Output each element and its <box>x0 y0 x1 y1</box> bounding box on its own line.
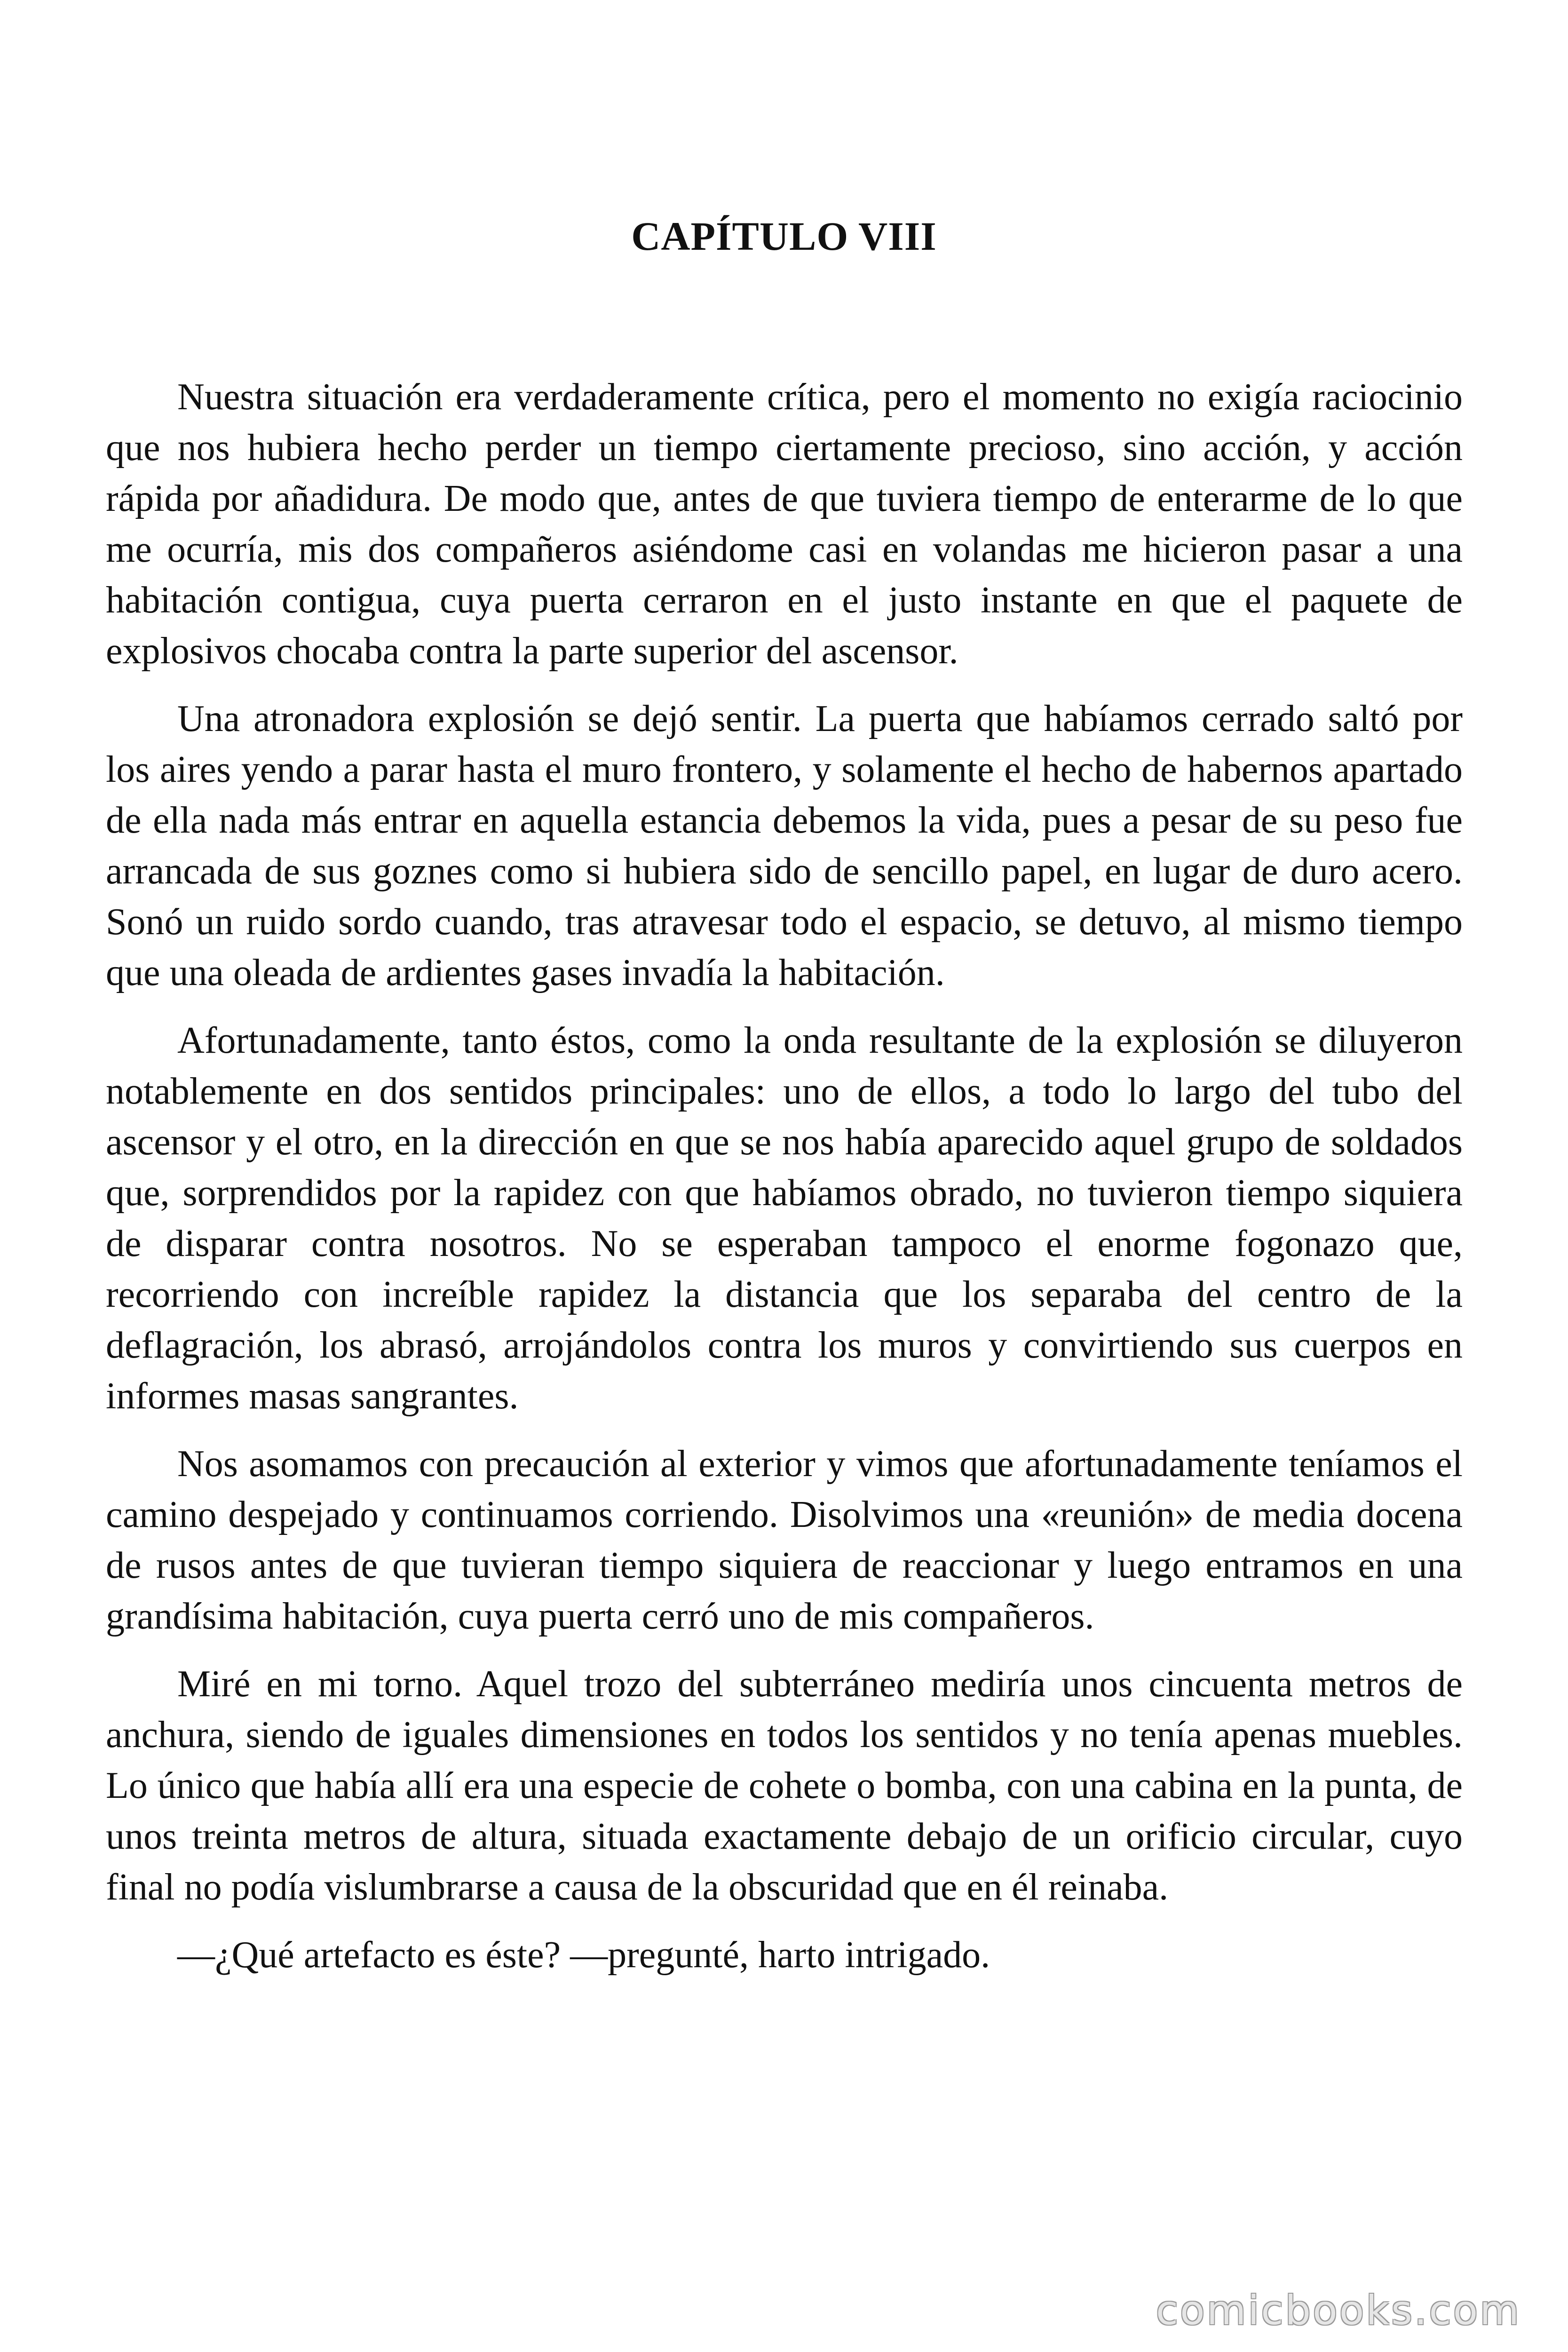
paragraph-4: Nos asomamos con precaución al exterior y vimos que afortunadamente teníamos el camino despejado y continuamos corriendo. Disolvimos una «reunión» de media docena de rusos antes de que tuvieran tiempo siquiera de reaccionar y luego entramos en una grandísima habitación, cuya puerta cerró uno de mis compañeros. <box>106 1443 1463 1637</box>
chapter-body <box>106 372 1463 1997</box>
paragraph-1: Nuestra situación era verdaderamente crítica, pero el momento no exigía raciocinio que nos hubiera hecho perder un tiempo ciertamente precioso, sino acción, y acción rápida por añadidura. De modo que, antes de que tuviera tiempo de enterarme de lo que me ocurría, mis dos compañeros asiéndome casi en volandas me hicieron pasar a una habitación contigua, cuya puerta cerraron en el justo instante en que el paquete de explosivos chocaba contra la parte superior del ascensor. <box>106 376 1463 672</box>
watermark: comicbooks.com <box>1156 2287 1521 2334</box>
paragraph-6: —¿Qué artefacto es éste? —pregunté, harto intrigado. <box>177 1934 990 1976</box>
chapter-title: CAPÍTULO VIII <box>631 214 937 259</box>
paragraph-3: Afortunadamente, tanto éstos, como la onda resultante de la explosión se diluyeron notablemente en dos sentidos principales: uno de ellos, a todo lo largo del tubo del ascensor y el otro, en la dirección en que se nos había aparecido aquel grupo de soldados que, sorprendidos por la rapidez con que habíamos obrado, no tuvieron tiempo siquiera de disparar contra nosotros. No se esperaban tampoco el enorme fogonazo que, recorriendo con increíble rapidez la distancia que los separaba del centro de la deflagración, los abrasó, arrojándolos contra los muros y convirtiendo sus cuerpos en informes masas sangrantes. <box>106 1020 1463 1417</box>
paragraph-5: Miré en mi torno. Aquel trozo del subterráneo mediría unos cincuenta metros de anchura, siendo de iguales dimensiones en todos los sentidos y no tenía apenas muebles. Lo único que había allí era una especie de cohete o bomba, con una cabina en la punta, de unos treinta metros de altura, situada exactamente debajo de un orificio circular, cuyo final no podía vislumbrarse a causa de la obscuridad que en él reinaba. <box>106 1663 1463 1908</box>
paragraph-2: Una atronadora explosión se dejó sentir. La puerta que habíamos cerrado saltó por los aires yendo a parar hasta el muro frontero, y solamente el hecho de habernos apartado de ella nada más entrar en aquella estancia debemos la vida, pues a pesar de su peso fue arrancada de sus goznes como si hubiera sido de sencillo papel, en lugar de duro acero. Sonó un ruido sordo cuando, tras atravesar todo el espacio, se detuvo, al mismo tiempo que una oleada de ardientes gases invadía la habitación. <box>106 698 1463 993</box>
